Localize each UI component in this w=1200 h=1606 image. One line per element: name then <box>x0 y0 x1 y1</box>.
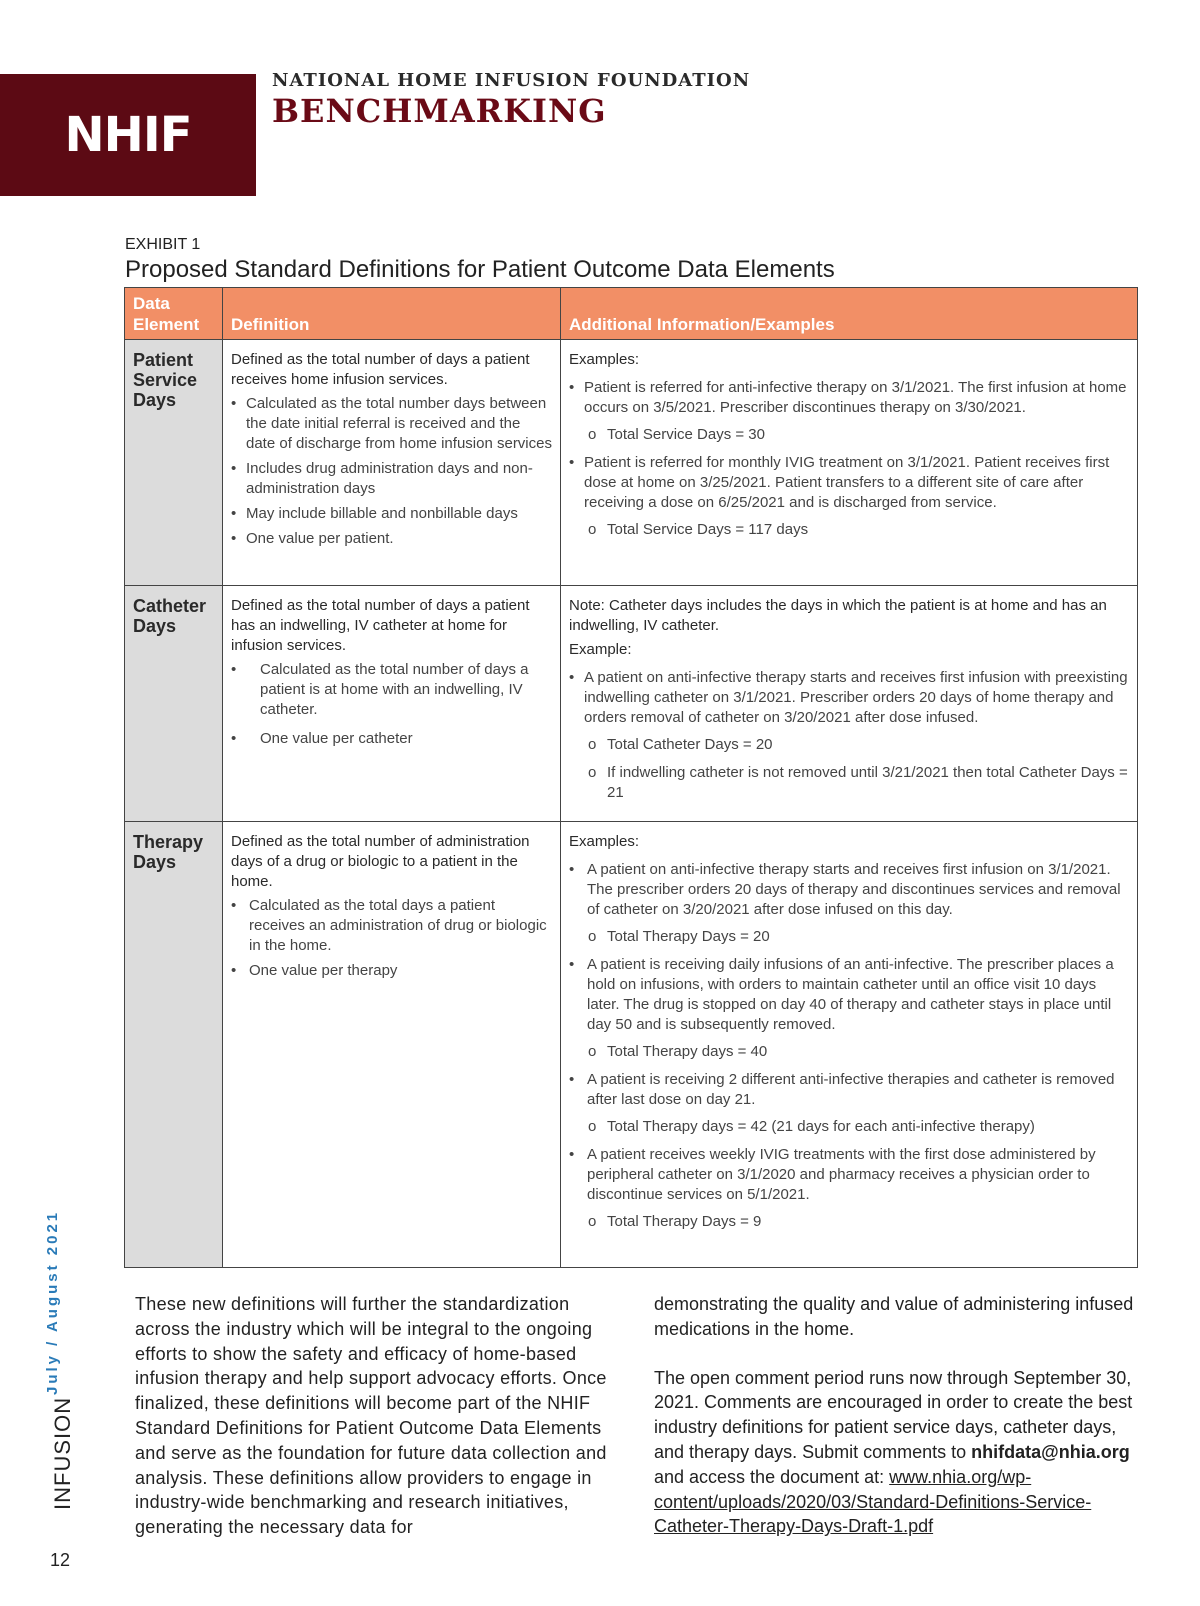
list-item: • Calculated as the total number of days a patient is at home with an indwelling, IV catheter. <box>231 660 552 720</box>
data-element-cell: Therapy Days <box>125 822 223 1268</box>
examples-cell <box>561 340 1138 586</box>
body-text-left: These new definitions will further the standardization across the industry which will be integral to the ongoing efforts to show the safety and efficacy of home-based infusion therapy and help support advocacy efforts. Once finalized, these definitions will become part of the NHIF Standard Definitions for Patient Outcome Data Elements and serve as the foundation for future data collection and analysis. These definitions allow providers to engage in industry-wide benchmarking and research initiatives, generating the necessary data for <box>135 1294 607 1538</box>
examples-cell <box>561 586 1138 822</box>
table-header-row <box>125 288 1138 340</box>
body-text-right <box>654 1292 1136 1563</box>
column-header: Data Element <box>125 288 223 340</box>
sub-item: o Total Service Days = 117 days <box>569 520 1129 540</box>
list-item: • Calculated as the total number days between the date initial referral is received and the date of discharge from home infusion services <box>231 394 552 454</box>
email-address: nhifdata@nhia.org <box>971 1441 1130 1462</box>
list-item: • A patient is receiving 2 different anti-infective therapies and catheter is removed after last dose on day 21. <box>569 1070 1129 1110</box>
list-item: • Patient is referred for anti-infective therapy on 3/1/2021. The first infusion at home occurs on 3/5/2021. Prescriber discontinues therapy on 3/30/2021. <box>569 378 1129 418</box>
column-header: Additional Information/Examples <box>561 288 1138 340</box>
body-paragraph <box>654 1366 1136 1540</box>
definition-lead: Defined as the total number of days a patient receives home infusion services. <box>231 351 530 388</box>
section-title: BENCHMARKING <box>272 92 607 130</box>
sub-item: o Total Service Days = 30 <box>569 425 1129 445</box>
list-item: • May include billable and nonbillable days <box>231 504 552 524</box>
examples-cell <box>561 822 1138 1268</box>
list-item: • A patient receives weekly IVIG treatments with the first dose administered by peripheral catheter on 3/1/2020 and pharmacy receives a physician order to discontinue services on 5/1/2021. <box>569 1145 1129 1205</box>
table-row <box>125 586 1138 822</box>
examples-label: Examples: <box>569 351 640 368</box>
list-item: • Calculated as the total days a patient receives an administration of drug or biologic in the home. <box>231 896 552 956</box>
list-item: • Patient is referred for monthly IVIG treatment on 3/1/2021. Patient receives first dose at home on 3/25/2021. Patient transfers to a different site of care after receiving a dose on 6/25/2021 and is discharged from service. <box>569 453 1129 513</box>
sub-item: o Total Therapy Days = 9 <box>569 1212 1129 1232</box>
data-element-cell: Catheter Days <box>125 586 223 822</box>
body-paragraph: demonstrating the quality and value of administering infused medications in the home. <box>654 1294 1134 1339</box>
definition-cell <box>223 340 561 586</box>
list-item: • A patient on anti-infective therapy starts and receives first infusion with preexisting indwelling catheter on 3/1/2021. Prescriber orders 20 days of home therapy and orders removal of catheter on 3/20/2021 after dose infused. <box>569 668 1129 728</box>
table-row <box>125 340 1138 586</box>
page-number: 12 <box>50 1550 71 1570</box>
list-item: • A patient is receiving daily infusions of an anti-infective. The prescriber places a hold on infusions, with orders to maintain catheter until an office visit 10 days later. The drug is stopped on day 40 of therapy and catheter stays in place until day 50 and is subsequently removed. <box>569 955 1129 1035</box>
exhibit-label: EXHIBIT 1 <box>125 236 201 253</box>
table-row <box>125 822 1138 1268</box>
definition-lead: Defined as the total number of days a patient has an indwelling, IV catheter at home for infusion services. <box>231 597 530 654</box>
definition-cell <box>223 822 561 1268</box>
list-item: • One value per therapy <box>231 961 552 981</box>
definitions-table <box>124 287 1137 1268</box>
list-item: • One value per patient. <box>231 529 552 549</box>
catheter-note: Note: Catheter days includes the days in which the patient is at home and has an indwelling, IV catheter. <box>569 597 1107 634</box>
definition-cell <box>223 586 561 822</box>
org-name: NATIONAL HOME INFUSION FOUNDATION <box>272 70 751 91</box>
comment-text: The open comment period runs now through September 30, 2021. Comments are encouraged in order to create the best industry definitions for patient service days, catheter days, and therapy days. Submit comments to <box>654 1367 1133 1462</box>
sub-item: o Total Therapy days = 40 <box>569 1042 1129 1062</box>
issue-date: July / August 2021 <box>44 1209 61 1395</box>
examples-label: Examples: <box>569 833 640 850</box>
exhibit-title: Proposed Standard Definitions for Patient Outcome Data Elements <box>125 256 835 283</box>
magazine-brand: INFUSION <box>50 1396 75 1510</box>
column-header: Definition <box>223 288 561 340</box>
list-item: • A patient on anti-infective therapy starts and receives first infusion on 3/1/2021. The prescriber orders 20 days of therapy and discontinues services and removal of catheter on 3/20/2021 after dose infused on this day. <box>569 860 1129 920</box>
list-item: • Includes drug administration days and non-administration days <box>231 459 552 499</box>
examples-label: Example: <box>569 641 632 658</box>
access-text: and access the document at: <box>654 1466 890 1487</box>
logo-text: NHIF <box>64 107 192 163</box>
document-link[interactable]: www.nhia.org/wp-content/uploads/2020/03/Standard-Definitions-Service-Catheter-Therapy-Days-Draft-1.pdf <box>654 1466 1092 1537</box>
sub-item: o Total Therapy days = 42 (21 days for each anti-infective therapy) <box>569 1117 1129 1137</box>
data-element-cell: Patient Service Days <box>125 340 223 586</box>
sub-item: o Total Catheter Days = 20 <box>569 735 1129 755</box>
list-item: • One value per catheter <box>231 729 552 749</box>
sub-item: o If indwelling catheter is not removed until 3/21/2021 then total Catheter Days = 21 <box>569 763 1129 803</box>
sub-item: o Total Therapy Days = 20 <box>569 927 1129 947</box>
nhif-logo <box>0 74 256 196</box>
definition-lead: Defined as the total number of administration days of a drug or biologic to a patient in the home. <box>231 833 530 890</box>
